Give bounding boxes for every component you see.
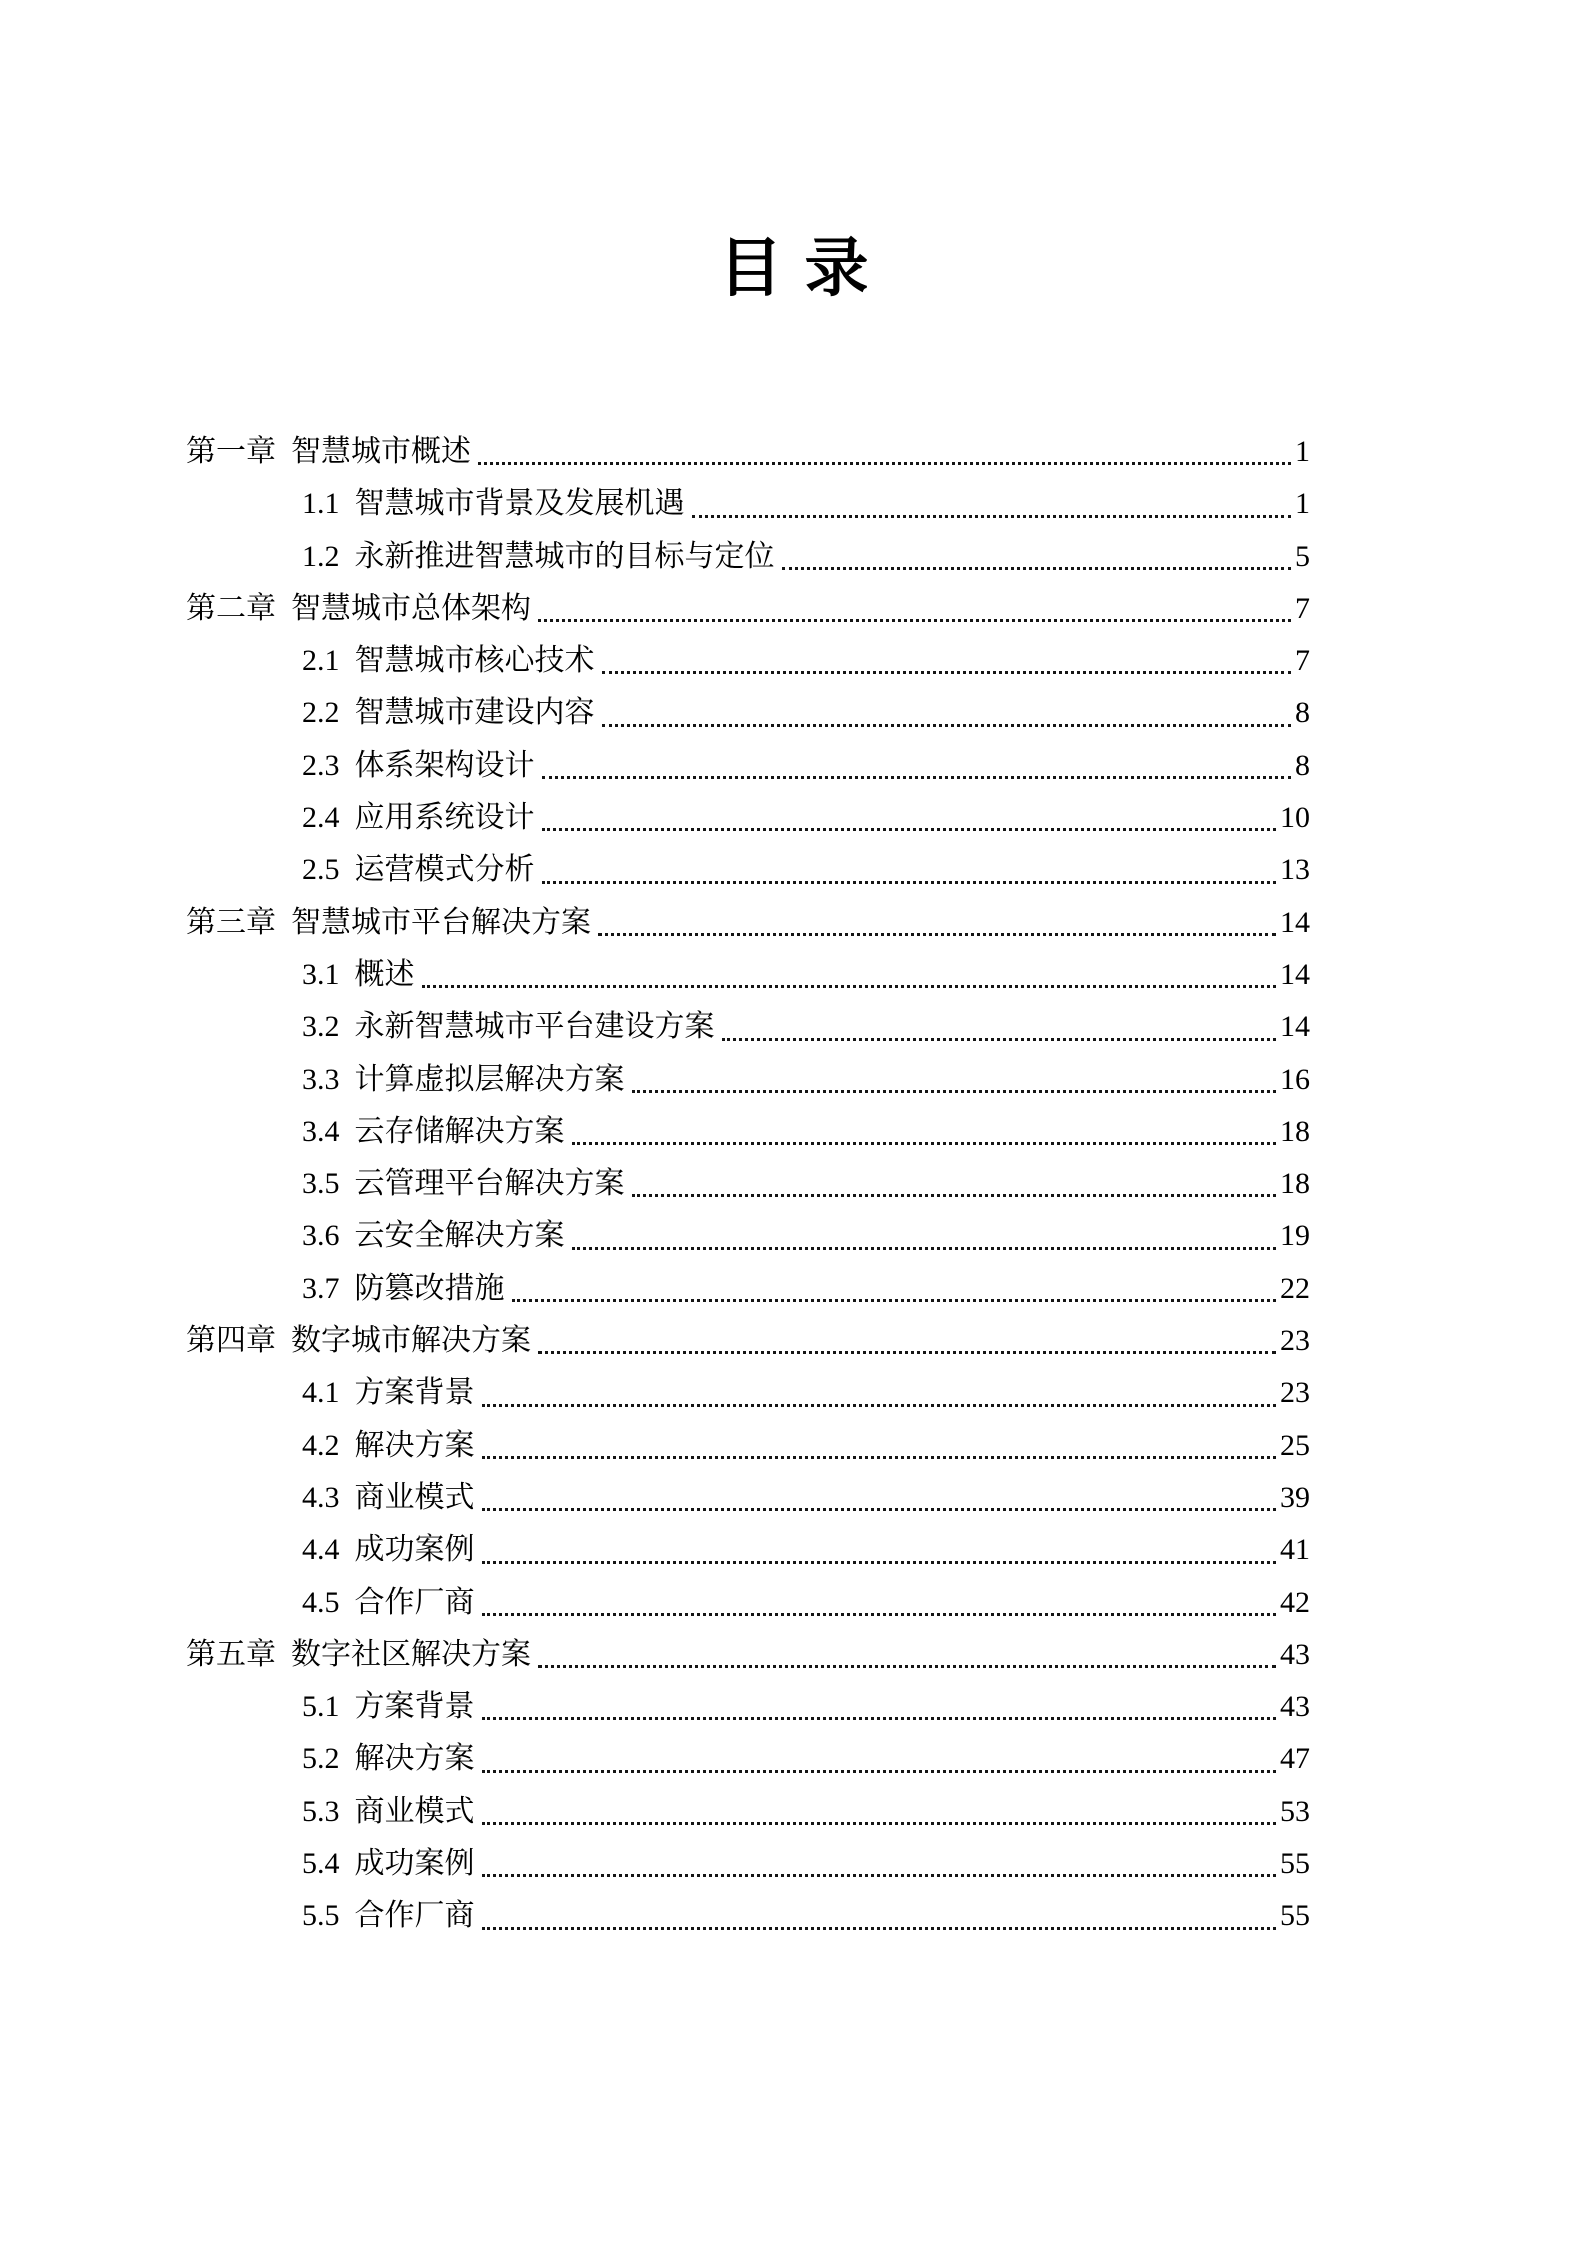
dot-leader bbox=[722, 1038, 1277, 1041]
toc-entry-title: 智慧城市核心技术 bbox=[354, 644, 595, 678]
dot-leader bbox=[572, 1142, 1277, 1145]
toc-entry-page: 42 bbox=[1280, 1585, 1310, 1619]
toc-entry-number: 2.4 bbox=[302, 801, 340, 835]
toc-entry[interactable] bbox=[186, 1472, 1310, 1524]
toc-entry-page: 43 bbox=[1280, 1690, 1310, 1724]
dot-leader bbox=[782, 567, 1292, 570]
toc-entry-number: 4.4 bbox=[302, 1533, 340, 1567]
toc-entry-number: 5.1 bbox=[302, 1690, 340, 1724]
toc-entry-number: 1.1 bbox=[302, 487, 340, 521]
toc-entry-title: 云存储解决方案 bbox=[354, 1114, 565, 1148]
toc-entry-page: 18 bbox=[1280, 1167, 1310, 1201]
toc-entry-page: 23 bbox=[1280, 1376, 1310, 1410]
toc-entry[interactable] bbox=[186, 1681, 1310, 1733]
toc-entry-number: 2.3 bbox=[302, 748, 340, 782]
toc-entry[interactable] bbox=[186, 897, 1310, 949]
dot-leader bbox=[482, 1404, 1277, 1407]
toc-entry-number: 4.2 bbox=[302, 1428, 340, 1462]
toc-entry[interactable] bbox=[186, 531, 1310, 583]
dot-leader bbox=[538, 1351, 1276, 1354]
toc-entry-number: 4.5 bbox=[302, 1585, 340, 1619]
toc-entry-number: 2.1 bbox=[302, 644, 340, 678]
toc-entry-title: 商业模式 bbox=[354, 1794, 475, 1828]
toc-entry[interactable] bbox=[186, 1786, 1310, 1838]
dot-leader bbox=[632, 1194, 1277, 1197]
toc-entry-page: 16 bbox=[1280, 1062, 1310, 1096]
toc-entry-number: 3.2 bbox=[302, 1010, 340, 1044]
toc-entry-title: 运营模式分析 bbox=[354, 853, 535, 887]
toc-entry-page: 13 bbox=[1280, 853, 1310, 887]
toc-entry-title: 成功案例 bbox=[354, 1847, 475, 1881]
dot-leader bbox=[542, 828, 1277, 831]
toc-entry-title: 数字城市解决方案 bbox=[291, 1324, 531, 1358]
toc-entry[interactable] bbox=[186, 792, 1310, 844]
dot-leader bbox=[482, 1561, 1277, 1564]
toc-entry[interactable] bbox=[186, 1263, 1310, 1315]
toc-list bbox=[186, 426, 1310, 1943]
toc-entry-number: 2.2 bbox=[302, 696, 340, 730]
toc-entry-number: 3.5 bbox=[302, 1167, 340, 1201]
toc-entry-title: 方案背景 bbox=[354, 1690, 475, 1724]
toc-entry-page: 43 bbox=[1280, 1637, 1310, 1671]
dot-leader bbox=[482, 1613, 1277, 1616]
toc-entry-page: 22 bbox=[1280, 1271, 1310, 1305]
toc-entry[interactable] bbox=[186, 687, 1310, 739]
toc-entry[interactable] bbox=[186, 1420, 1310, 1472]
toc-entry-title: 计算虚拟层解决方案 bbox=[354, 1062, 625, 1096]
toc-entry-page: 55 bbox=[1280, 1847, 1310, 1881]
toc-entry-title: 合作厂商 bbox=[354, 1585, 475, 1619]
toc-entry[interactable] bbox=[186, 1210, 1310, 1262]
dot-leader bbox=[482, 1822, 1277, 1825]
page-title: 目录 bbox=[718, 233, 891, 304]
toc-entry-page: 47 bbox=[1280, 1742, 1310, 1776]
toc-entry[interactable] bbox=[186, 844, 1310, 896]
toc-entry-number: 第四章 bbox=[186, 1324, 276, 1358]
dot-leader bbox=[482, 1927, 1277, 1930]
toc-entry-title: 云管理平台解决方案 bbox=[354, 1167, 625, 1201]
toc-entry-title: 体系架构设计 bbox=[354, 748, 535, 782]
dot-leader bbox=[602, 724, 1292, 727]
toc-entry-number: 1.2 bbox=[302, 539, 340, 573]
toc-entry-title: 智慧城市建设内容 bbox=[354, 696, 595, 730]
toc-entry-number: 5.2 bbox=[302, 1742, 340, 1776]
toc-entry[interactable] bbox=[186, 1838, 1310, 1890]
toc-entry-page: 19 bbox=[1280, 1219, 1310, 1253]
toc-entry-title: 智慧城市平台解决方案 bbox=[291, 905, 591, 939]
toc-entry-title: 应用系统设计 bbox=[354, 801, 535, 835]
dot-leader bbox=[538, 619, 1291, 622]
toc-entry-page: 1 bbox=[1295, 435, 1310, 468]
toc-entry[interactable] bbox=[186, 1158, 1310, 1210]
toc-entry[interactable] bbox=[186, 1001, 1310, 1053]
toc-entry-number: 3.6 bbox=[302, 1219, 340, 1253]
toc-entry-title: 解决方案 bbox=[354, 1742, 475, 1776]
toc-entry-title: 商业模式 bbox=[354, 1480, 475, 1514]
dot-leader bbox=[422, 985, 1277, 988]
dot-leader bbox=[692, 515, 1292, 518]
toc-entry-page: 25 bbox=[1280, 1428, 1310, 1462]
dot-leader bbox=[478, 462, 1291, 465]
toc-entry[interactable] bbox=[186, 1054, 1310, 1106]
dot-leader bbox=[512, 1299, 1277, 1302]
toc-entry-number: 第五章 bbox=[186, 1637, 276, 1671]
toc-entry-page: 7 bbox=[1295, 644, 1310, 678]
toc-entry-page: 8 bbox=[1295, 748, 1310, 782]
toc-entry-page: 23 bbox=[1280, 1324, 1310, 1358]
toc-entry-number: 第一章 bbox=[186, 435, 276, 468]
toc-entry[interactable] bbox=[186, 1733, 1310, 1785]
toc-entry-number: 3.1 bbox=[302, 957, 340, 991]
toc-entry-page: 39 bbox=[1280, 1480, 1310, 1514]
toc-entry-title: 智慧城市背景及发展机遇 bbox=[354, 487, 685, 521]
toc-entry[interactable] bbox=[186, 1315, 1310, 1367]
toc-entry-number: 第二章 bbox=[186, 591, 276, 625]
dot-leader bbox=[482, 1508, 1277, 1511]
toc-entry-page: 7 bbox=[1295, 591, 1310, 625]
toc-entry-title: 永新智慧城市平台建设方案 bbox=[354, 1010, 715, 1044]
toc-entry-title: 防篡改措施 bbox=[354, 1271, 505, 1305]
toc-entry-page: 18 bbox=[1280, 1114, 1310, 1148]
toc-entry[interactable] bbox=[186, 1890, 1310, 1942]
toc-entry-page: 41 bbox=[1280, 1533, 1310, 1567]
toc-entry-number: 4.1 bbox=[302, 1376, 340, 1410]
toc-entry-title: 解决方案 bbox=[354, 1428, 475, 1462]
toc-entry[interactable] bbox=[186, 635, 1310, 687]
toc-entry-page: 8 bbox=[1295, 696, 1310, 730]
dot-leader bbox=[632, 1090, 1277, 1093]
toc-entry-number: 3.4 bbox=[302, 1114, 340, 1148]
toc-entry[interactable] bbox=[186, 426, 1310, 478]
dot-leader bbox=[572, 1247, 1277, 1250]
toc-entry-title: 云安全解决方案 bbox=[354, 1219, 565, 1253]
toc-entry-number: 5.5 bbox=[302, 1899, 340, 1933]
toc-entry-page: 55 bbox=[1280, 1899, 1310, 1933]
toc-entry-page: 14 bbox=[1280, 1010, 1310, 1044]
toc-entry-page: 1 bbox=[1295, 487, 1310, 521]
toc-entry-number: 5.3 bbox=[302, 1794, 340, 1828]
toc-entry-title: 智慧城市概述 bbox=[291, 435, 471, 468]
toc-entry-page: 14 bbox=[1280, 905, 1310, 939]
dot-leader bbox=[542, 776, 1292, 779]
toc-entry-page: 14 bbox=[1280, 957, 1310, 991]
toc-entry[interactable] bbox=[186, 1106, 1310, 1158]
toc-entry[interactable] bbox=[186, 1524, 1310, 1576]
dot-leader bbox=[482, 1717, 1277, 1720]
toc-entry[interactable] bbox=[186, 949, 1310, 1001]
toc-entry-title: 永新推进智慧城市的目标与定位 bbox=[354, 539, 775, 573]
toc-entry-number: 3.7 bbox=[302, 1271, 340, 1305]
toc-entry-title: 智慧城市总体架构 bbox=[291, 591, 531, 625]
toc-entry-title: 合作厂商 bbox=[354, 1899, 475, 1933]
toc-entry[interactable] bbox=[186, 1577, 1310, 1629]
toc-entry-title: 数字社区解决方案 bbox=[291, 1637, 531, 1671]
dot-leader bbox=[538, 1665, 1276, 1668]
toc-entry-title: 成功案例 bbox=[354, 1533, 475, 1567]
dot-leader bbox=[602, 671, 1292, 674]
toc-entry-number: 5.4 bbox=[302, 1847, 340, 1881]
toc-entry-title: 概述 bbox=[354, 957, 415, 991]
dot-leader bbox=[482, 1770, 1277, 1773]
dot-leader bbox=[598, 933, 1276, 936]
toc-entry-page: 10 bbox=[1280, 801, 1310, 835]
toc-entry-title: 方案背景 bbox=[354, 1376, 475, 1410]
toc-entry-number: 第三章 bbox=[186, 905, 276, 939]
toc-entry-number: 4.3 bbox=[302, 1480, 340, 1514]
dot-leader bbox=[482, 1456, 1277, 1459]
toc-entry-page: 5 bbox=[1295, 539, 1310, 573]
toc-entry[interactable] bbox=[186, 740, 1310, 792]
dot-leader bbox=[542, 881, 1277, 884]
toc-entry-number: 3.3 bbox=[302, 1062, 340, 1096]
toc-entry[interactable] bbox=[186, 478, 1310, 530]
dot-leader bbox=[482, 1874, 1277, 1877]
toc-entry-number: 2.5 bbox=[302, 853, 340, 887]
toc-entry[interactable] bbox=[186, 1367, 1310, 1419]
toc-entry-page: 53 bbox=[1280, 1794, 1310, 1828]
toc-entry[interactable] bbox=[186, 583, 1310, 635]
toc-entry[interactable] bbox=[186, 1629, 1310, 1681]
